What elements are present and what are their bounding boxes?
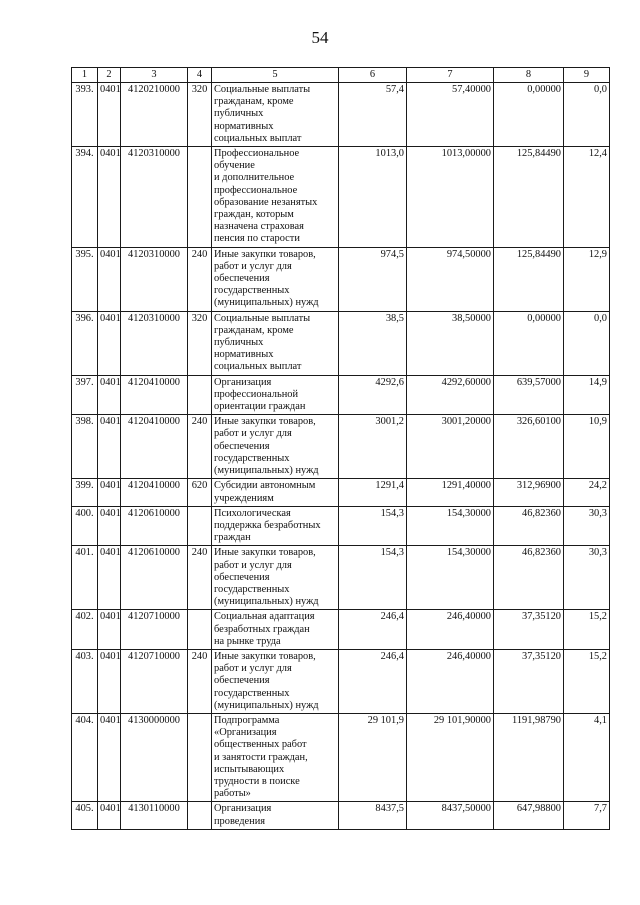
table-row (72, 546, 610, 610)
executed-amount: 46,82360 (494, 506, 564, 546)
row-number: 403. (72, 649, 98, 713)
row-number: 393. (72, 83, 98, 147)
header-col-1: 1 (72, 68, 98, 83)
target-code: 4130110000 (121, 802, 188, 829)
refined-amount: 3001,20000 (407, 415, 494, 479)
expense-name: Иные закупки товаров, работ и услуг для обеспечения государственных (муниципальных) нужд (212, 415, 339, 479)
expense-type-code (188, 610, 212, 650)
section-code: 0401 (98, 649, 121, 713)
executed-amount: 37,35120 (494, 649, 564, 713)
approved-amount: 1291,4 (339, 479, 407, 506)
expense-name: Социальная адаптация безработных граждан на рынке труда (212, 610, 339, 650)
row-number: 396. (72, 311, 98, 375)
header-col-6: 6 (339, 68, 407, 83)
approved-amount: 1013,0 (339, 147, 407, 248)
refined-amount: 8437,50000 (407, 802, 494, 829)
budget-table (71, 67, 610, 830)
section-code: 0401 (98, 713, 121, 801)
target-code: 4120610000 (121, 506, 188, 546)
row-number: 405. (72, 802, 98, 829)
row-number: 398. (72, 415, 98, 479)
expense-name: Профессиональное обучение и дополнительное профессиональное образование незанятых граждан, которым назначена страховая пенсия по старости (212, 147, 339, 248)
target-code: 4130000000 (121, 713, 188, 801)
target-code: 4120210000 (121, 83, 188, 147)
expense-name: Иные закупки товаров, работ и услуг для обеспечения государственных (муниципальных) нужд (212, 247, 339, 311)
executed-amount: 125,84490 (494, 247, 564, 311)
refined-amount: 29 101,90000 (407, 713, 494, 801)
execution-percent: 14,9 (564, 375, 610, 415)
target-code: 4120310000 (121, 311, 188, 375)
expense-type-code: 240 (188, 415, 212, 479)
executed-amount: 0,00000 (494, 83, 564, 147)
refined-amount: 246,40000 (407, 610, 494, 650)
executed-amount: 326,60100 (494, 415, 564, 479)
row-number: 404. (72, 713, 98, 801)
table-body (72, 83, 610, 830)
section-code: 0401 (98, 375, 121, 415)
refined-amount: 154,30000 (407, 506, 494, 546)
expense-type-code (188, 713, 212, 801)
expense-name: Психологическая поддержка безработных граждан (212, 506, 339, 546)
refined-amount: 246,40000 (407, 649, 494, 713)
execution-percent: 7,7 (564, 802, 610, 829)
section-code: 0401 (98, 506, 121, 546)
execution-percent: 12,9 (564, 247, 610, 311)
header-col-5: 5 (212, 68, 339, 83)
header-col-9: 9 (564, 68, 610, 83)
refined-amount: 974,50000 (407, 247, 494, 311)
executed-amount: 0,00000 (494, 311, 564, 375)
expense-type-code: 620 (188, 479, 212, 506)
target-code: 4120410000 (121, 375, 188, 415)
expense-name: Подпрограмма «Организация общественных работ и занятости граждан, испытывающих трудности в поиске работы» (212, 713, 339, 801)
approved-amount: 8437,5 (339, 802, 407, 829)
expense-name: Социальные выплаты гражданам, кроме публичных нормативных социальных выплат (212, 83, 339, 147)
table-row (72, 479, 610, 506)
approved-amount: 154,3 (339, 546, 407, 610)
header-col-3: 3 (121, 68, 188, 83)
table-row (72, 247, 610, 311)
table-row (72, 147, 610, 248)
execution-percent: 0,0 (564, 83, 610, 147)
section-code: 0401 (98, 247, 121, 311)
approved-amount: 57,4 (339, 83, 407, 147)
header-col-2: 2 (98, 68, 121, 83)
approved-amount: 29 101,9 (339, 713, 407, 801)
execution-percent: 4,1 (564, 713, 610, 801)
row-number: 397. (72, 375, 98, 415)
expense-name: Субсидии автономным учреждениям (212, 479, 339, 506)
table-row (72, 375, 610, 415)
expense-name: Организация профессиональной ориентации граждан (212, 375, 339, 415)
executed-amount: 125,84490 (494, 147, 564, 248)
expense-type-code (188, 147, 212, 248)
section-code: 0401 (98, 311, 121, 375)
expense-name: Организация проведения (212, 802, 339, 829)
row-number: 399. (72, 479, 98, 506)
executed-amount: 647,98800 (494, 802, 564, 829)
table-row (72, 415, 610, 479)
expense-type-code (188, 506, 212, 546)
execution-percent: 15,2 (564, 610, 610, 650)
executed-amount: 37,35120 (494, 610, 564, 650)
executed-amount: 312,96900 (494, 479, 564, 506)
target-code: 4120410000 (121, 415, 188, 479)
expense-type-code: 240 (188, 247, 212, 311)
row-number: 401. (72, 546, 98, 610)
refined-amount: 4292,60000 (407, 375, 494, 415)
expense-type-code: 240 (188, 546, 212, 610)
execution-percent: 0,0 (564, 311, 610, 375)
row-number: 395. (72, 247, 98, 311)
table-row (72, 610, 610, 650)
page-number: 54 (311, 28, 329, 47)
target-code: 4120310000 (121, 247, 188, 311)
execution-percent: 30,3 (564, 546, 610, 610)
refined-amount: 154,30000 (407, 546, 494, 610)
refined-amount: 1013,00000 (407, 147, 494, 248)
header-col-7: 7 (407, 68, 494, 83)
approved-amount: 154,3 (339, 506, 407, 546)
section-code: 0401 (98, 802, 121, 829)
expense-type-code (188, 802, 212, 829)
approved-amount: 3001,2 (339, 415, 407, 479)
executed-amount: 639,57000 (494, 375, 564, 415)
expense-type-code: 320 (188, 83, 212, 147)
section-code: 0401 (98, 415, 121, 479)
section-code: 0401 (98, 479, 121, 506)
target-code: 4120610000 (121, 546, 188, 610)
target-code: 4120410000 (121, 479, 188, 506)
section-code: 0401 (98, 546, 121, 610)
table-row (72, 83, 610, 147)
table-row (72, 649, 610, 713)
table-row (72, 506, 610, 546)
section-code: 0401 (98, 83, 121, 147)
target-code: 4120710000 (121, 610, 188, 650)
approved-amount: 246,4 (339, 610, 407, 650)
table-row (72, 713, 610, 801)
refined-amount: 57,40000 (407, 83, 494, 147)
row-number: 394. (72, 147, 98, 248)
approved-amount: 246,4 (339, 649, 407, 713)
execution-percent: 24,2 (564, 479, 610, 506)
expense-name: Иные закупки товаров, работ и услуг для обеспечения государственных (муниципальных) нужд (212, 546, 339, 610)
expense-name: Социальные выплаты гражданам, кроме публичных нормативных социальных выплат (212, 311, 339, 375)
header-col-4: 4 (188, 68, 212, 83)
execution-percent: 12,4 (564, 147, 610, 248)
table-header (72, 68, 610, 83)
executed-amount: 1191,98790 (494, 713, 564, 801)
approved-amount: 974,5 (339, 247, 407, 311)
execution-percent: 30,3 (564, 506, 610, 546)
table-row (72, 311, 610, 375)
refined-amount: 38,50000 (407, 311, 494, 375)
refined-amount: 1291,40000 (407, 479, 494, 506)
execution-percent: 10,9 (564, 415, 610, 479)
approved-amount: 4292,6 (339, 375, 407, 415)
row-number: 402. (72, 610, 98, 650)
expense-type-code (188, 375, 212, 415)
execution-percent: 15,2 (564, 649, 610, 713)
table-row (72, 802, 610, 829)
expense-name: Иные закупки товаров, работ и услуг для обеспечения государственных (муниципальных) нужд (212, 649, 339, 713)
executed-amount: 46,82360 (494, 546, 564, 610)
approved-amount: 38,5 (339, 311, 407, 375)
expense-type-code: 240 (188, 649, 212, 713)
section-code: 0401 (98, 147, 121, 248)
section-code: 0401 (98, 610, 121, 650)
expense-type-code: 320 (188, 311, 212, 375)
target-code: 4120310000 (121, 147, 188, 248)
target-code: 4120710000 (121, 649, 188, 713)
row-number: 400. (72, 506, 98, 546)
header-col-8: 8 (494, 68, 564, 83)
